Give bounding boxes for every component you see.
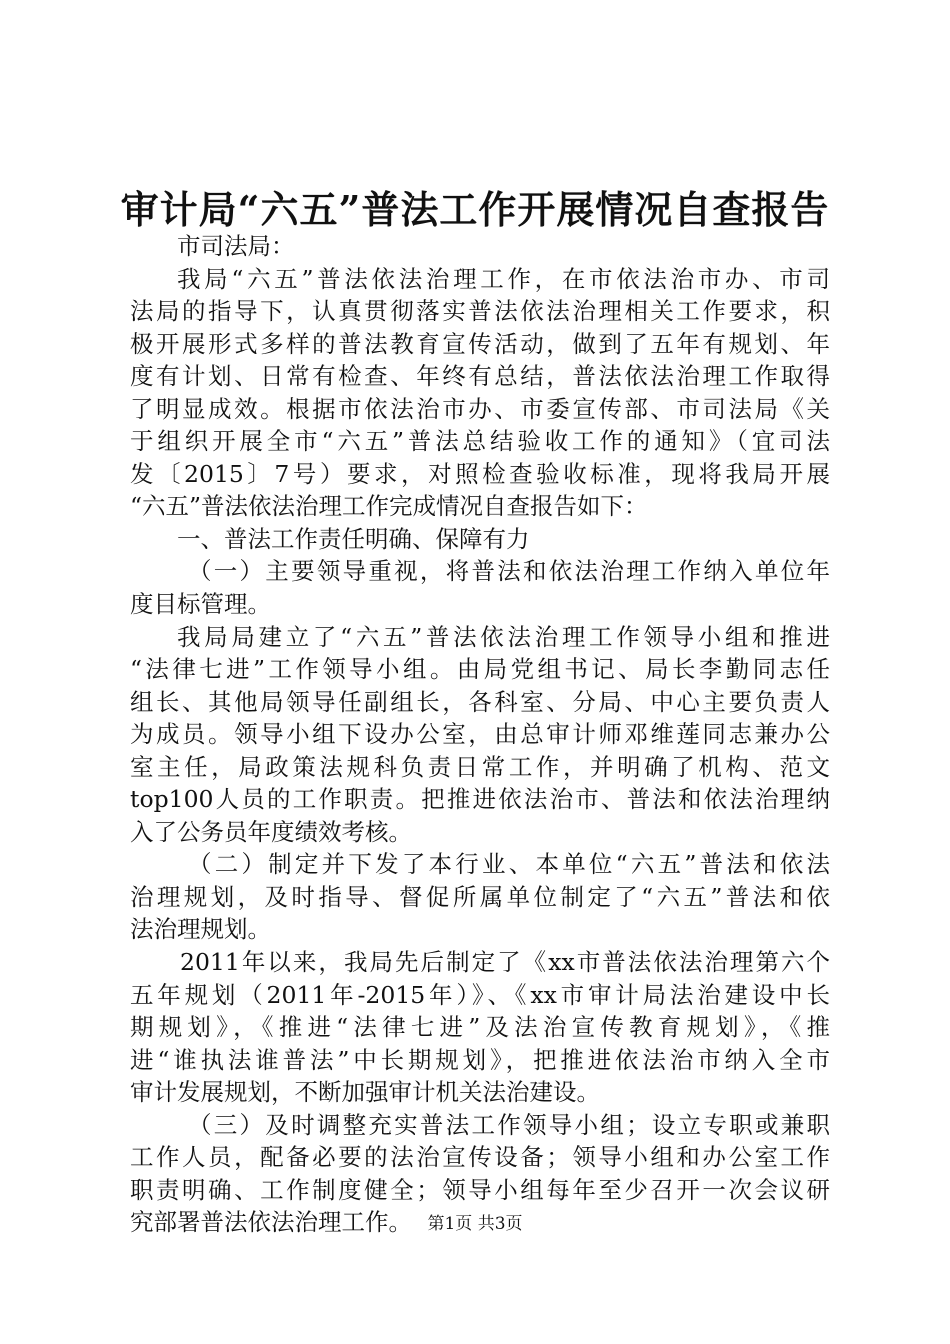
body-line: 一、普法工作责任明确、保障有力 bbox=[177, 524, 530, 553]
page-number-footer: 第1页 共3页 bbox=[427, 1214, 523, 1234]
body-line: （二）制定并下发了本行业、本单位“六五”普法和依法 bbox=[188, 850, 830, 879]
body-line: 入了公务员年度绩效考核。 bbox=[130, 817, 412, 846]
body-line: 为成员。领导小组下设办公室，由总审计师邓维莲同志兼办公 bbox=[130, 720, 830, 749]
body-line: 极开展形式多样的普法教育宣传活动，做到了五年有规划、年 bbox=[130, 329, 830, 358]
body-line: 我局局建立了“六五”普法依法治理工作领导小组和推进 bbox=[177, 622, 830, 651]
body-line: 组长、其他局领导任副组长，各科室、分局、中心主要负责人 bbox=[130, 687, 830, 716]
body-line: 究部署普法依法治理工作。 bbox=[130, 1208, 412, 1237]
body-line: 五年规划（2011年-2015年）》、《xx市审计局法治建设中长 bbox=[130, 980, 830, 1009]
page-title: 审计局“六五”普法工作开展情况自查报告 bbox=[120, 187, 830, 232]
body-line: 度目标管理。 bbox=[130, 590, 271, 619]
body-line: 于组织开展全市“六五”普法总结验收工作的通知》（宜司法 bbox=[130, 427, 830, 456]
body-line: 了明显成效。根据市依法治市办、市委宣传部、市司法局《关 bbox=[130, 394, 830, 423]
body-line: 2011年以来，我局先后制定了《xx市普法依法治理第六个 bbox=[180, 948, 830, 977]
body-line: 法治理规划。 bbox=[130, 915, 271, 944]
body-line: 法局的指导下，认真贯彻落实普法依法治理相关工作要求，积 bbox=[130, 297, 830, 326]
body-line: 市司法局： bbox=[177, 232, 295, 260]
body-line: （一）主要领导重视，将普法和依法治理工作纳入单位年 bbox=[188, 557, 830, 586]
body-line: 发〔2015〕7号）要求，对照检查验收标准，现将我局开展 bbox=[130, 459, 830, 488]
body-line: （三）及时调整充实普法工作领导小组；设立专职或兼职 bbox=[188, 1110, 830, 1139]
body-line: 度有计划、日常有检查、年终有总结，普法依法治理工作取得 bbox=[130, 362, 830, 391]
body-line: top100人员的工作职责。把推进依法治市、普法和依法治理纳 bbox=[130, 785, 830, 814]
body-line: “法律七进”工作领导小组。由局党组书记、局长李勤同志任 bbox=[130, 655, 830, 684]
body-line: 工作人员，配备必要的法治宣传设备；领导小组和办公室工作 bbox=[130, 1143, 830, 1172]
document-body bbox=[130, 230, 830, 1239]
body-line: 进“谁执法谁普法”中长期规划》，把推进依法治市纳入全市 bbox=[130, 1045, 830, 1074]
body-line: 审计发展规划，不断加强审计机关法治建设。 bbox=[130, 1078, 600, 1107]
body-line: 治理规划，及时指导、督促所属单位制定了“六五”普法和依 bbox=[130, 882, 830, 911]
body-line: 室主任，局政策法规科负责日常工作，并明确了机构、范文 bbox=[130, 752, 830, 781]
body-line: “六五”普法依法治理工作完成情况自查报告如下： bbox=[130, 492, 648, 521]
body-line: 职责明确、工作制度健全；领导小组每年至少召开一次会议研 bbox=[130, 1175, 830, 1204]
body-line: 我局“六五”普法依法治理工作，在市依法治市办、市司 bbox=[177, 264, 830, 293]
body-line: 期规划》，《推进“法律七进”及法治宣传教育规划》，《推 bbox=[130, 1013, 830, 1042]
